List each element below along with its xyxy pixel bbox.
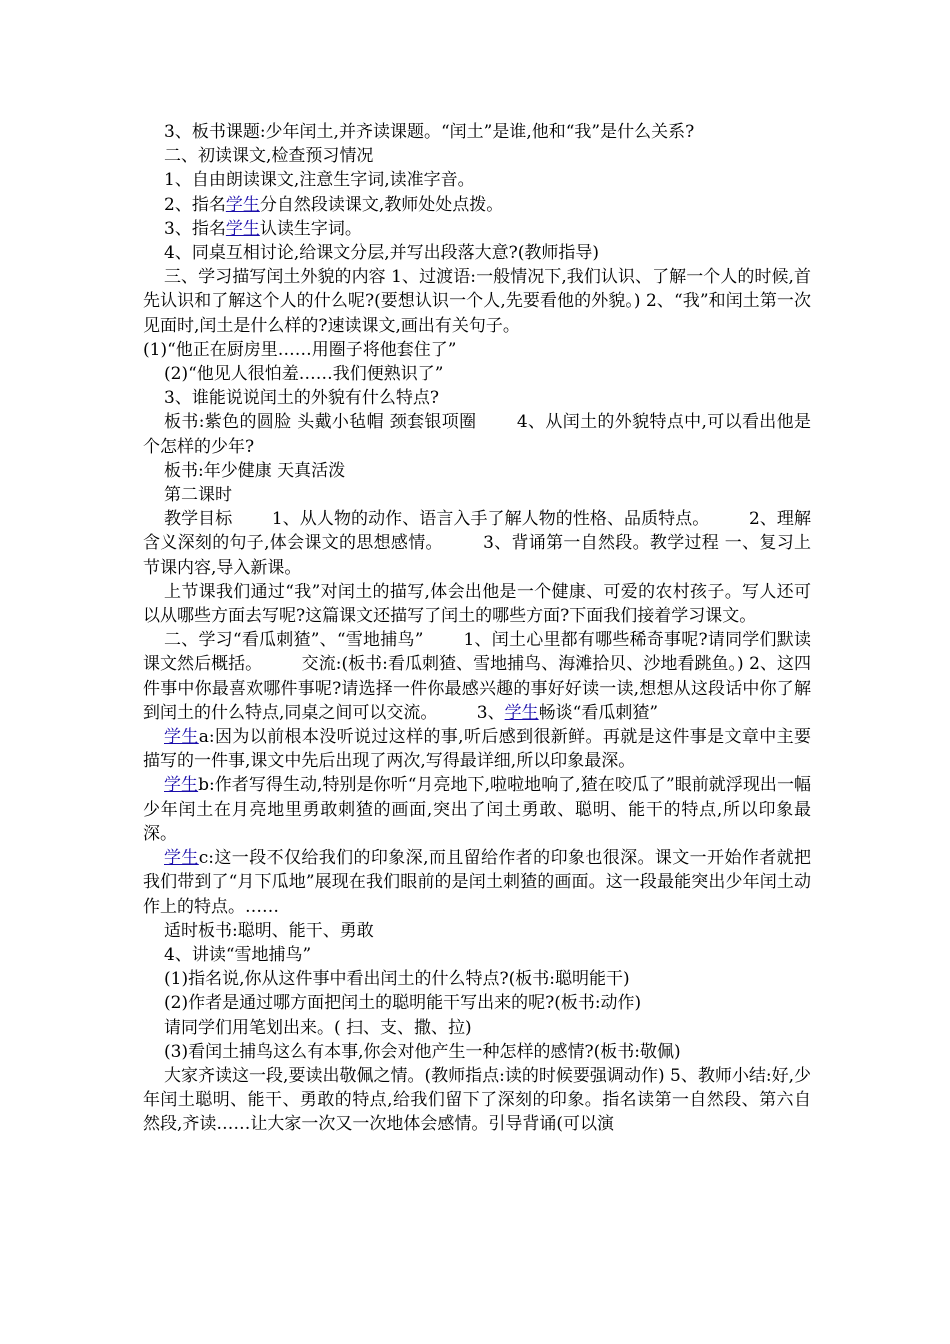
- student-link[interactable]: 学生: [225, 194, 260, 215]
- paragraph-text: 3、指名: [164, 218, 226, 239]
- document-page: [143, 120, 811, 1137]
- paragraph: 请同学们用笔划出来。( 扫、支、撒、拉): [164, 1017, 472, 1038]
- paragraph: (2)作者是通过哪方面把闰土的聪明能干写出来的呢?(板书:动作): [164, 993, 642, 1014]
- paragraph-text: 2、指名: [164, 194, 226, 215]
- paragraph: 3、板书课题:少年闰土,并齐读课题。“闰土”是谁,他和“我”是什么关系?: [164, 122, 695, 142]
- paragraph: [143, 773, 811, 846]
- paragraph: 板书:紫色的圆脸 头戴小毡帽 颈套银项圈 4、从闰土的外貌特点中,可以看出他是个怎样的少年?: [143, 412, 811, 457]
- paragraph: 4、讲读“雪地捕鸟”: [164, 944, 312, 965]
- paragraph: [143, 628, 811, 725]
- student-link[interactable]: 学生: [164, 775, 199, 796]
- student-link[interactable]: 学生: [164, 848, 199, 869]
- paragraph-text: a:因为以前根本没听说过这样的事,听后感到很新鲜。再就是这件事是文章中主要描写的一件事,课文中先后出现了两次,写得最详细,所以印象最深。: [143, 727, 812, 772]
- paragraph: 4、同桌互相讨论,给课文分层,并写出段落大意?(教师指导): [164, 243, 600, 264]
- paragraph: (2)“他见人很怕羞……我们便熟识了”: [164, 364, 444, 385]
- paragraph: 上节课我们通过“我”对闰土的描写,体会出他是一个健康、可爱的农村孩子。写人还可以从哪些方面去写呢?这篇课文还描写了闰土的哪些方面?下面我们接着学习课文。: [143, 581, 811, 627]
- paragraph: 二、初读课文,检查预习情况: [164, 146, 374, 167]
- paragraph-text: 认读生字词。: [259, 218, 362, 239]
- paragraph: 第二课时: [164, 485, 232, 506]
- paragraph: [143, 725, 811, 773]
- paragraph: (1)指名说,你从这件事中看出闰土的什么特点?(板书:聪明能干): [164, 969, 630, 990]
- paragraph: 大家齐读这一段,要读出敬佩之情。(教师指点:读的时候要强调动作) 5、教师小结:好,少年闰土聪明、能干、勇敢的特点,给我们留下了深刻的印象。指名读第一自然段、第六自然段,齐读……让大家一次又一次地体会感情。引导背诵(可以演: [143, 1065, 811, 1135]
- paragraph: 板书:年少健康 天真活泼: [164, 460, 346, 481]
- paragraph: 三、学习描写闰土外貌的内容 1、过渡语:一般情况下,我们认识、了解一个人的时候,首先认识和了解这个人的什么呢?(要想认识一个人,先要看他的外貌。) 2、“我”和闰土第一次见面时,闰土是什么样的?速读课文,画出有关句子。: [143, 267, 811, 336]
- paragraph: [143, 217, 811, 241]
- student-link[interactable]: 学生: [504, 702, 539, 723]
- paragraph: 适时板书:聪明、能干、勇敢: [164, 920, 374, 941]
- paragraph: 教学目标 1、从人物的动作、语言入手了解人物的性格、品质特点。 2、理解含义深刻的句子,体会课文的思想感情。 3、背诵第一自然段。教学过程 一、复习上节课内容,导入新课。: [143, 509, 811, 578]
- student-link[interactable]: 学生: [164, 727, 199, 748]
- paragraph-text: 二、学习“看瓜刺猹”、“雪地捕鸟” 1、闰土心里都有哪些稀奇事呢?请同学们默读课文然后概括。 交流:(板书:看瓜刺猹、雪地捕鸟、海滩拾贝、沙地看跳鱼。) 2、这四件事中你最喜欢哪件事呢?请选择一件你最感兴趣的事好好读一读,想想从这段话中你了解到闰土的什么特点,同桌之间可以交流。 3、: [143, 630, 811, 723]
- paragraph: (3)看闰土捕鸟这么有本事,你会对他产生一种怎样的感情?(板书:敬佩): [164, 1041, 681, 1062]
- paragraph: [143, 193, 811, 217]
- paragraph: (1)“他正在厨房里……用圈子将他套住了”: [143, 339, 457, 360]
- paragraph-text: b:作者写得生动,特别是你听“月亮地下,啦啦地响了,猹在咬瓜了”眼前就浮现出一幅少年闰土在月亮地里勇敢刺猹的画面,突出了闰土勇敢、聪明、能干的特点,所以印象最深。: [143, 775, 812, 844]
- paragraph: [143, 846, 811, 919]
- student-link[interactable]: 学生: [225, 218, 260, 239]
- paragraph: 1、自由朗读课文,注意生字词,读准字音。: [164, 170, 475, 191]
- paragraph-text: c:这一段不仅给我们的印象深,而且留给作者的印象也很深。课文一开始作者就把我们带到了“月下瓜地”展现在我们眼前的是闰土刺猹的画面。这一段最能突出少年闰土动作上的特点。……: [143, 848, 812, 917]
- paragraph-text: 分自然段读课文,教师处处点拨。: [259, 194, 504, 215]
- paragraph: 3、谁能说说闰土的外貌有什么特点?: [164, 388, 439, 409]
- paragraph-text: 畅谈“看瓜刺猹”: [538, 702, 659, 723]
